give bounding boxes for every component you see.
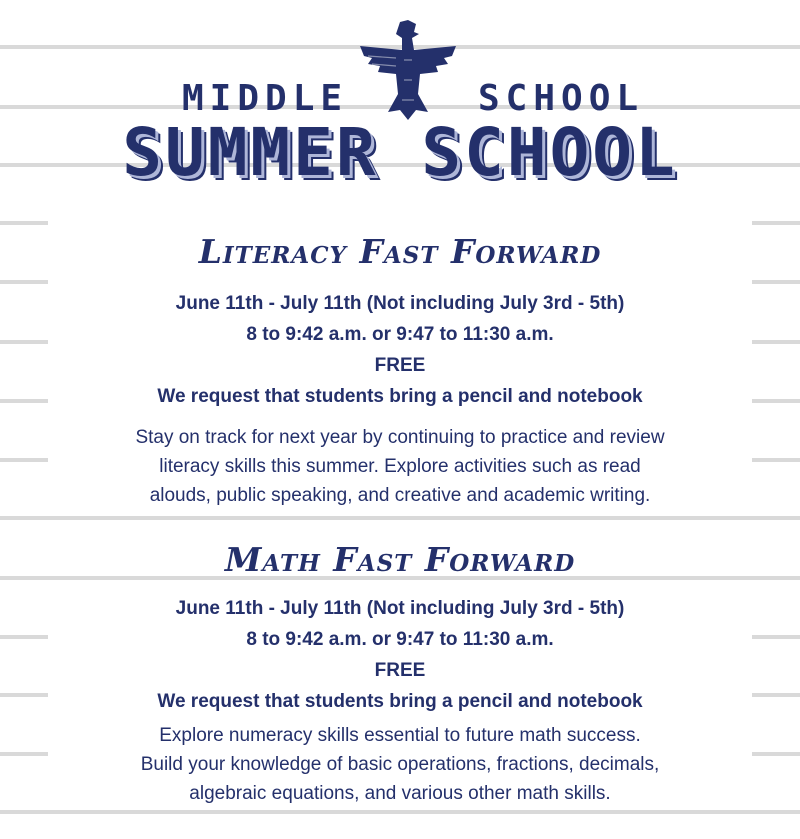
math-desc-line: Build your knowledge of basic operations, fractions, decimals, xyxy=(140,754,660,775)
math-description xyxy=(0,721,800,808)
math-desc-line: Explore numeracy skills essential to future math success. xyxy=(159,725,641,746)
math-details xyxy=(0,593,800,717)
header-right-word: SCHOOL xyxy=(478,78,645,119)
literacy-dates: June 11th - July 11th (Not including July 3rd - 5th) xyxy=(175,293,625,314)
literacy-desc-line: alouds, public speaking, and creative and academic writing. xyxy=(149,485,651,506)
math-desc-line: algebraic equations, and various other math skills. xyxy=(189,783,611,804)
literacy-desc-line: literacy skills this summer. Explore activities such as read xyxy=(159,456,641,477)
math-times: 8 to 9:42 a.m. or 9:47 to 11:30 a.m. xyxy=(246,629,554,650)
literacy-details xyxy=(0,288,800,412)
math-cost: FREE xyxy=(374,660,426,681)
math-section-title: Math Fast Forward xyxy=(224,540,576,579)
literacy-cost: FREE xyxy=(374,355,426,376)
header-left-word: MIDDLE xyxy=(182,78,349,119)
page-title: SUMMER SCHOOL xyxy=(122,114,678,191)
math-supplies: We request that students bring a pencil and notebook xyxy=(157,691,643,712)
literacy-desc-line: Stay on track for next year by continuing to practice and review xyxy=(135,427,665,448)
literacy-supplies: We request that students bring a pencil and notebook xyxy=(157,386,643,407)
literacy-section-title: Literacy Fast Forward xyxy=(198,232,602,271)
flyer-header xyxy=(0,14,800,191)
math-dates: June 11th - July 11th (Not including July 3rd - 5th) xyxy=(175,598,625,619)
thunderbird-icon xyxy=(356,20,460,122)
literacy-times: 8 to 9:42 a.m. or 9:47 to 11:30 a.m. xyxy=(246,324,554,345)
literacy-description xyxy=(0,423,800,510)
